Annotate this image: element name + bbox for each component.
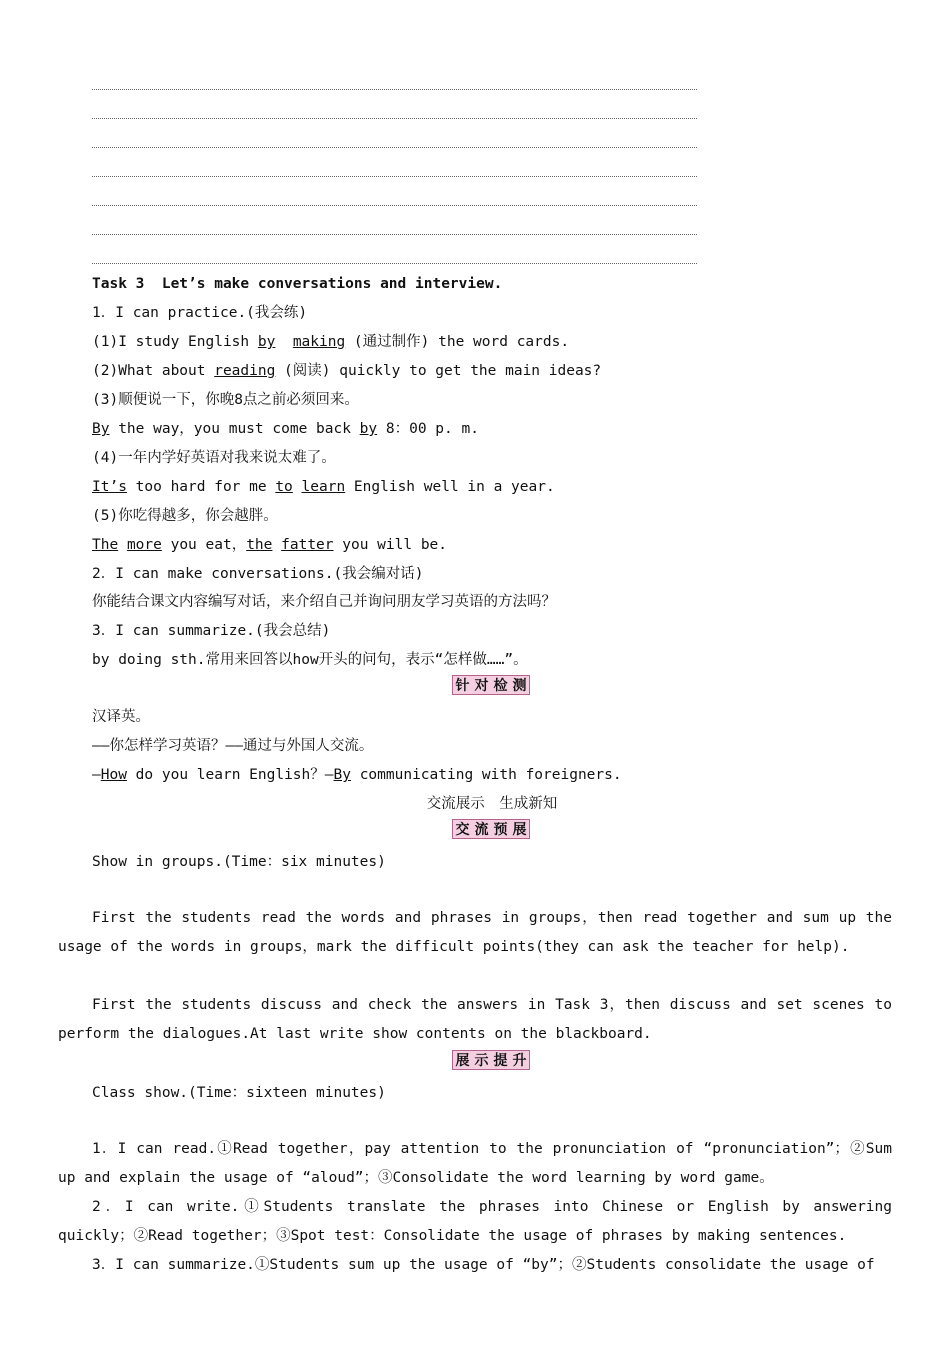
- text: the way，you must come back: [109, 421, 360, 437]
- classshow-item-1: 1．I can read.①Read together，pay attention to the pronunciation of “pronunciation”；②Sum up and explain the usage of “aloud”；③Consolidate the word learning by word game。: [58, 1141, 892, 1186]
- text: [275, 334, 292, 350]
- practice-line-4-cn: (4)一年内学好英语对我来说太难了。: [92, 450, 336, 466]
- badge-char: 展: [455, 1053, 470, 1069]
- section-badge-show: [452, 1050, 530, 1070]
- badge-char: 提: [493, 1053, 508, 1069]
- classshow-heading: Class show.(Time：sixteen minutes): [92, 1085, 386, 1101]
- text: (阅读) quickly to get the main ideas?: [275, 363, 602, 379]
- answer-blank: learn: [301, 479, 346, 495]
- practice-line-1: [92, 332, 569, 352]
- answer-blank: by: [257, 334, 276, 350]
- answer-blank: the: [246, 537, 273, 553]
- writing-line: [92, 147, 697, 148]
- text: [272, 537, 281, 553]
- badge-char: 示: [474, 1053, 489, 1069]
- classshow-item-3: 3．I can summarize.①Students sum up the usage of “by”；②Students consolidate the usage of: [92, 1257, 875, 1273]
- item2-heading: 2．I can make conversations.(我会编对话): [92, 566, 424, 582]
- practice-line-5-en: [92, 535, 447, 555]
- answer-blank: By: [92, 421, 110, 437]
- practice-line-3-cn: (3)顺便说一下，你晚8点之前必须回来。: [92, 392, 359, 408]
- section-badge-preview: [452, 819, 530, 839]
- text: English well in a year.: [345, 479, 555, 495]
- text: (2)What about: [92, 363, 215, 379]
- check-cn: ——你怎样学习英语？——通过与外国人交流。: [92, 738, 374, 754]
- preview-show: Show in groups.(Time：six minutes): [92, 854, 386, 870]
- answer-blank: The: [92, 537, 119, 553]
- item2-prompt: 你能结合课文内容编写对话，来介绍自己并询问朋友学习英语的方法吗？: [92, 594, 556, 610]
- badge-char: 升: [512, 1053, 527, 1069]
- badge-char: 展: [512, 822, 527, 838]
- text: too hard for me: [126, 479, 276, 495]
- answer-blank: making: [292, 334, 346, 350]
- item1-heading: 1．I can practice.(我会练): [92, 305, 308, 321]
- badge-char: 预: [493, 822, 508, 838]
- section-badge-check: [452, 675, 530, 695]
- preview-paragraph-2: First the students discuss and check the answers in Task 3，then discuss and set scenes to perform the dialogues.At last write show contents on the blackboard.: [58, 997, 892, 1042]
- answer-blank: to: [275, 479, 293, 495]
- text: (1)I study English: [92, 334, 258, 350]
- badge-char: 对: [474, 678, 489, 694]
- writing-line: [92, 234, 697, 235]
- text: (通过制作) the word cards.: [345, 334, 570, 350]
- writing-line: [92, 263, 697, 264]
- classshow-item-2: 2．I can write.①Students translate the phrases into Chinese or English by answering quickly；②Read together；③Spot test：Consolidate the usage of phrases by making sentences.: [58, 1199, 892, 1244]
- answer-blank: By: [333, 767, 351, 783]
- badge-char: 检: [493, 678, 508, 694]
- writing-line: [92, 118, 697, 119]
- answer-blank: reading: [214, 363, 276, 379]
- practice-line-5-cn: (5)你吃得越多，你会越胖。: [92, 508, 278, 524]
- answer-blank: more: [126, 537, 162, 553]
- answer-blank: fatter: [281, 537, 334, 553]
- practice-line-3-en: [92, 419, 479, 439]
- check-label: 汉译英。: [92, 709, 150, 725]
- text: do you learn English？—: [126, 767, 334, 783]
- badge-char: 针: [455, 678, 470, 694]
- check-en: [92, 765, 622, 785]
- writing-line: [92, 89, 697, 90]
- text: —: [92, 767, 101, 783]
- practice-line-2: [92, 361, 601, 381]
- item3-heading: 3．I can summarize.(我会总结): [92, 623, 331, 639]
- answer-blank: It’s: [92, 479, 127, 495]
- writing-line: [92, 176, 697, 177]
- task3-title: Task 3 Let’s make conversations and interview.: [92, 276, 503, 292]
- text: 8：00 p. m.: [377, 421, 479, 437]
- text: you eat，: [161, 537, 247, 553]
- answer-blank: by: [359, 421, 378, 437]
- badge-char: 测: [512, 678, 527, 694]
- answer-blank: How: [100, 767, 127, 783]
- practice-line-4-en: [92, 477, 555, 497]
- text: communicating with foreigners.: [350, 767, 622, 783]
- badge-char: 交: [455, 822, 470, 838]
- text: [293, 479, 302, 495]
- item3-summary: by doing sth.常用来回答以how开头的问句，表示“怎样做……”。: [92, 652, 528, 668]
- badge-char: 流: [474, 822, 489, 838]
- text: [118, 537, 127, 553]
- preview-paragraph-1: First the students read the words and phrases in groups，then read together and sum up the usage of the words in groups，mark the difficult points(they can ask the teacher for help).: [58, 910, 892, 955]
- writing-line: [92, 205, 697, 206]
- text: you will be.: [333, 537, 448, 553]
- section-title: 交流展示 生成新知: [426, 796, 558, 812]
